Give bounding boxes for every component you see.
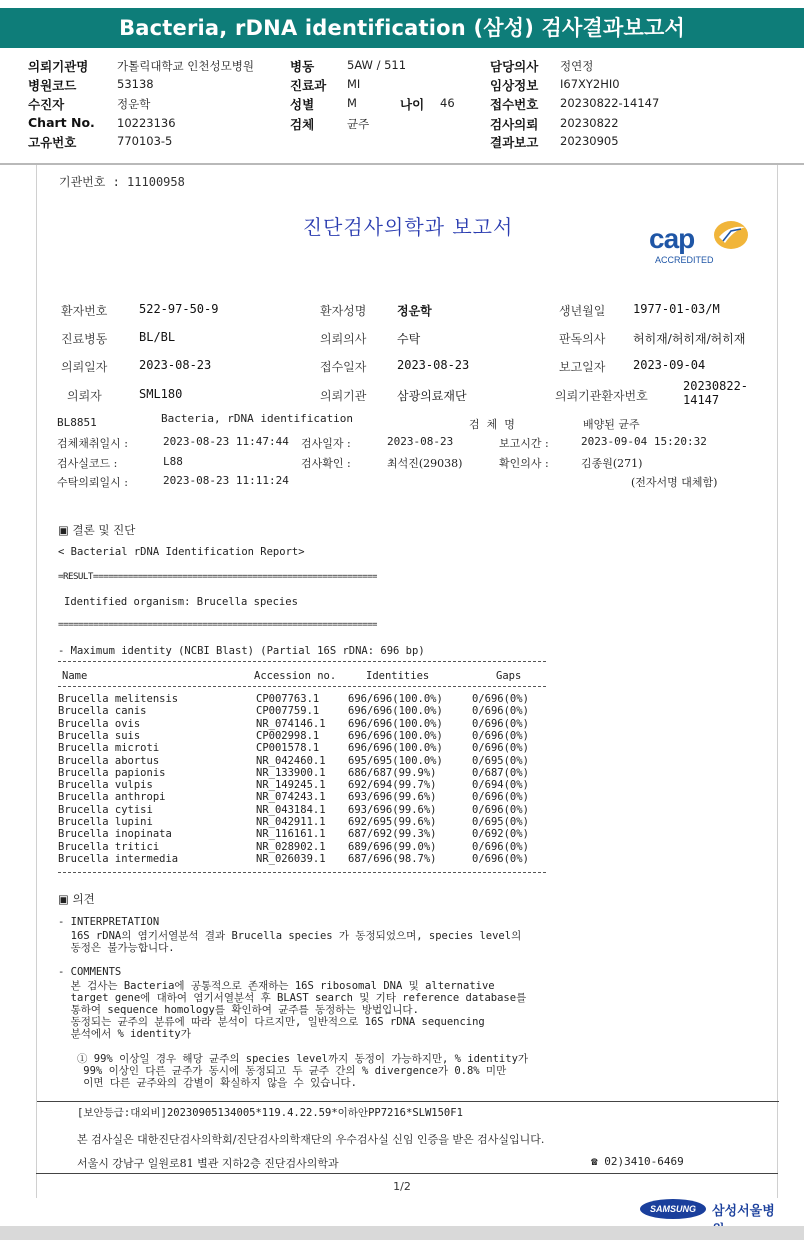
cap-accredited-logo (645, 217, 755, 267)
label-recv-date: 접수일자 (320, 360, 367, 374)
value-care-ward: BL/BL (139, 330, 176, 344)
value-ward: 5AW / 511 (347, 58, 407, 72)
value-chart-no: 10223136 (117, 116, 176, 130)
value-patient: 정운학 (117, 97, 151, 111)
value-receipt-no: 20230822-14147 (560, 96, 660, 110)
label-req-inst-patient-no: 의뢰기관환자번호 (555, 389, 648, 403)
max-identity-line: - Maximum identity (NCBI Blast) (Partial 16S rDNA: 696 bp) (58, 645, 425, 657)
value-department: MI (347, 77, 361, 91)
label-collect-time: 검체채취일시 : (57, 437, 128, 450)
note-line-2: 99% 이상인 다른 균주가 동시에 동정되고 두 균주 간의 % divergence가 0.8% 미만 (58, 1065, 507, 1077)
comments-heading: - COMMENTS (58, 966, 122, 978)
table-header-rule (58, 686, 546, 687)
value-specimen: 균주 (347, 117, 370, 131)
interpretation-heading: - INTERPRETATION (58, 916, 160, 928)
comment-line-1: 본 검사는 Bacteria에 공통적으로 존재하는 16S ribosomal DNA 및 alternative (58, 980, 495, 992)
label-dob: 생년월일 (559, 304, 606, 318)
value-test-request: 20230822 (560, 116, 619, 130)
value-collect-time: 2023-08-23 11:47:44 (163, 435, 289, 448)
label-care-ward: 진료병동 (61, 332, 108, 346)
identified-organism: Identified organism: Brucella species (64, 596, 298, 608)
label-report-time: 보고시간 : (499, 437, 549, 450)
table-bottom-rule (58, 872, 546, 873)
table-top-rule (58, 661, 546, 662)
label-receipt-no: 접수번호 (490, 97, 539, 112)
security-line: [보안등급:대외비]20230905134005*119.4.22.59*이하안PP7216*SLW150F1 (77, 1107, 463, 1119)
col-gaps-header: Gaps (496, 670, 522, 682)
esignature-note: (전자서명 대체함) (631, 476, 718, 489)
institution-number: 기관번호 : 11100958 (59, 175, 185, 189)
value-dob: 1977-01-03/M (633, 302, 720, 316)
section-opinion-heading: ▣ 의견 (58, 892, 95, 906)
value-sex: M (347, 96, 357, 110)
col-accession-header: Accession no. (254, 670, 337, 682)
comment-line-2: target gene에 대하여 염기서열분석 후 BLAST search 및 기타 reference database를 (58, 992, 527, 1004)
cap-swoosh-icon (711, 217, 751, 253)
report-title: 진단검사의학과 보고서 (302, 215, 514, 239)
value-patient-name: 정운학 (397, 304, 432, 318)
label-patient-no: 환자번호 (61, 304, 108, 318)
value-report-date: 2023-09-04 (633, 358, 706, 372)
value-recv-date: 2023-08-23 (397, 358, 470, 372)
page-bottom-rule (36, 1173, 778, 1174)
hospital-name: 삼성서울병 (712, 1204, 775, 1219)
label-result-report: 결과보고 (490, 135, 539, 150)
interpretation-line-1: 16S rDNA의 염기서열분석 결과 Brucella species 가 동정되었으며, species level의 (58, 930, 522, 942)
test-name: Bacteria, rDNA identification (161, 412, 354, 425)
result-rule: =RESULT========================================================= (58, 571, 377, 582)
label-ward: 병동 (290, 59, 315, 74)
label-test-request: 검사의뢰 (490, 117, 539, 132)
value-test-confirm: 최석진(29038) (387, 457, 463, 470)
lab-report-body: 기관번호 : 11100958 진단검사의학과 보고서 cap ACCREDITED 환자번호 522-97-50-9 환자성명 정운학 생년월일 1977-01-03/M 진료병동 BL/BL 의뢰의사 수탁 판독의사 허히재/허히재/허히재 의뢰일자 2023-08-23 접수일자 2023-08-23 보고일자 2023-09-04 의뢰자 SML180 의뢰기관 삼광의료재단 의뢰기관환자번호 20230822- 14147 BL8851 Bacteria, rDNA identification 검 체 명 배양된 균주 검체채취일시 : 2023-08-23 11:47:44 검사일자 : 2023-08-23 보고시간 : 2023-09-04 15:20:32 검사실코드 : L88 검사확인 : 최석진(29038) 확인의사 : 김종원(271) 수탁의뢰일시 : 2023-08-23 11:11:24 (전자서명 대체함) ▣ 결론 및 진단 < Bacterial rDNA Identification Report> =RESULT========================================================= Identified organism: Brucella species ================================================================ - Maximum identity (NCBI Blast) (Partial 16S rDNA: 696 bp) Name Accession no. Identities Gaps Brucella melitensis CP007763.1 696/696(100.0%) 0/696(0%) Brucella canis CP007759.1 696/696(100.0%) 0/696(0%) Brucella ovis NR_074146.1 696/696(100.0%) 0/696(0%) Brucella suis CP002998.1 696/696(100.0%) 0/696(0%) Brucella microti CP001578.1 696/696(100.0%) 0/696(0%) Brucella abortus NR_042460.1 695/695(100.0%) 0/695(0%) Brucella papionis NR_133900.1 686/687(99.9%) 0/687(0%) Brucella vulpis NR_149245.1 692/694(99.7%) 0/694(0%) Brucella anthropi NR_074243.1 693/696(99.6%) 0/696(0%) Brucella cytisi NR_043184.1 693/696(99.6%) 0/696(0%) Brucella lupini NR_042911.1 692/695(99.6%) 0/695(0%) Brucella inopinata NR_116161.1 687/692(99.3%) 0/692(0%) Brucella tritici NR_028902.1 689/696(99.0%) 0/696(0%) Brucella intermedia NR_026039.1 687/696(98.7%) 0/696(0%) ▣ 의견 - INTERPRETATION 16S rDNA의 염기서열분석 결과 Brucella species 가 동정되었으며, species level의 동정은 불가능합니다. - COMMENTS 본 검사는 Bacteria에 공통적으로 존재하는 16S ribosomal DNA 및 alternative target gene에 대하여 염기서열분석 후 BLAST search 및 기타 reference database를 통하여 sequence homology를 확인하여 균주를 동정하는 방법입니다. 동정되는 균주의 분류에 따라 분석이 다르지만, 일반적으로 16S rDNA sequencing 분석에서 % identity가 ① 99% 이상일 경우 해당 균주의 species level까지 동정이 가능하지만, % identity가 99% 이상인 다른 균주가 동시에 동정되고 두 균주 간의 % divergence가 0.8% 미만 이면 다른 균주와의 감별이 확실하지 않을 수 있습니다. [보안등급:대외비]20230905134005*119.4.22.59*이하안PP7216*SLW150F1 본 검사실은 대한진단검사의학회/진단검사의학재단의 우수검사실 신임 인증을 받은 검사실입니다. 서울시 강남구 일원로81 별관 지하2층 진단검사의학과 ☎ 02)3410-6469 (36, 165, 778, 1198)
value-trust-time: 2023-08-23 11:11:24 (163, 474, 289, 487)
label-reading-doctor: 판독의사 (559, 332, 606, 346)
label-specimen-name: 검 체 명 (469, 418, 515, 431)
page-bottom-bar (0, 1226, 804, 1240)
comment-line-3: 통하여 sequence homology를 확인하여 균주를 동정하는 방법입니다. (58, 1004, 419, 1016)
value-institution: 가톨릭대학교 인천성모병원 (117, 59, 254, 73)
label-specimen: 검체 (290, 117, 315, 132)
label-confirm-doctor: 확인의사 : (499, 457, 549, 470)
label-req-doctor: 의뢰의사 (320, 332, 367, 346)
value-specimen-name: 배양된 균주 (583, 418, 640, 431)
label-test-date: 검사일자 : (301, 437, 351, 450)
label-chart-no: Chart No. (28, 115, 95, 130)
label-requester: 의뢰자 (67, 389, 102, 403)
request-info-grid (0, 52, 804, 162)
label-lab-code: 검사실코드 : (57, 457, 118, 470)
page-number: 1/2 (393, 1180, 411, 1193)
value-reading-doctor: 허히재/허히재/허히재 (633, 332, 746, 346)
label-institution: 의뢰기관명 (28, 59, 89, 74)
value-hospital-code: 53138 (117, 77, 154, 91)
cap-logo-text: cap (649, 223, 695, 254)
comment-line-4: 동정되는 균주의 분류에 따라 분석이 다르지만, 일반적으로 16S rDNA sequencing (58, 1016, 485, 1028)
label-department: 진료과 (290, 78, 327, 93)
col-identities-header: Identities (366, 670, 430, 682)
value-confirm-doctor: 김종원(271) (581, 457, 643, 470)
cap-accredited-label: ACCREDITED (655, 255, 714, 265)
value-result-report: 20230905 (560, 134, 619, 148)
samsung-hospital-logo (640, 1197, 780, 1221)
value-req-inst-patient-no-2: 14147 (683, 393, 720, 407)
report-header-title: Bacteria, rDNA identification (삼성) 검사결과보고서 (0, 8, 804, 48)
equals-rule: ================================================================ (58, 619, 377, 630)
value-clinical-info: I67XY2HI0 (560, 77, 620, 91)
value-req-inst-patient-no-1: 20230822- (683, 379, 749, 393)
value-req-institution: 삼광의료재단 (397, 389, 467, 403)
certification-line: 본 검사실은 대한진단검사의학회/진단검사의학재단의 우수검사실 신임 인증을 받은 검사실입니다. (77, 1133, 545, 1146)
value-doctor: 정연정 (560, 59, 594, 73)
interpretation-line-2: 동정은 불가능합니다. (58, 942, 175, 954)
section-conclusion-heading: ▣ 결론 및 진단 (58, 523, 136, 537)
test-code: BL8851 (57, 416, 97, 429)
label-age: 나이 (400, 97, 425, 112)
label-req-date: 의뢰일자 (61, 360, 108, 374)
value-req-date: 2023-08-23 (139, 358, 212, 372)
samsung-badge: SAMSUNG (640, 1199, 706, 1219)
label-unique-no: 고유번호 (28, 135, 77, 150)
value-unique-no: 770103-5 (117, 134, 173, 148)
lab-address: 서울시 강남구 일원로81 별관 지하2층 진단검사의학과 (77, 1157, 339, 1170)
label-report-date: 보고일자 (559, 360, 606, 374)
col-name-header: Name (62, 670, 88, 682)
lab-phone: ☎ 02)3410-6469 (591, 1155, 684, 1168)
value-test-date: 2023-08-23 (387, 435, 454, 448)
label-req-institution: 의뢰기관 (320, 389, 367, 403)
value-age: 46 (440, 96, 455, 110)
value-req-doctor: 수탁 (397, 332, 421, 346)
value-report-time: 2023-09-04 15:20:32 (581, 435, 707, 448)
value-requester: SML180 (139, 387, 183, 401)
report-subtitle: < Bacterial rDNA Identification Report> (58, 546, 305, 558)
comment-line-5: 분석에서 % identity가 (58, 1028, 191, 1040)
label-clinical-info: 임상정보 (490, 78, 539, 93)
note-line-1: ① 99% 이상일 경우 해당 균주의 species level까지 동정이 가능하지만, % identity가 (58, 1053, 529, 1065)
value-lab-code: L88 (163, 455, 183, 468)
label-patient-name: 환자성명 (320, 304, 367, 318)
label-hospital-code: 병원코드 (28, 78, 77, 93)
label-sex: 성별 (290, 97, 315, 112)
note-line-3: 이면 다른 균주와의 감별이 확실하지 않을 수 있습니다. (58, 1077, 358, 1089)
label-patient: 수진자 (28, 97, 65, 112)
report-footer (37, 1101, 779, 1170)
label-doctor: 담당의사 (490, 59, 539, 74)
label-test-confirm: 검사확인 : (301, 457, 351, 470)
label-trust-time: 수탁의뢰일시 : (57, 476, 128, 489)
value-patient-no: 522-97-50-9 (139, 302, 219, 316)
